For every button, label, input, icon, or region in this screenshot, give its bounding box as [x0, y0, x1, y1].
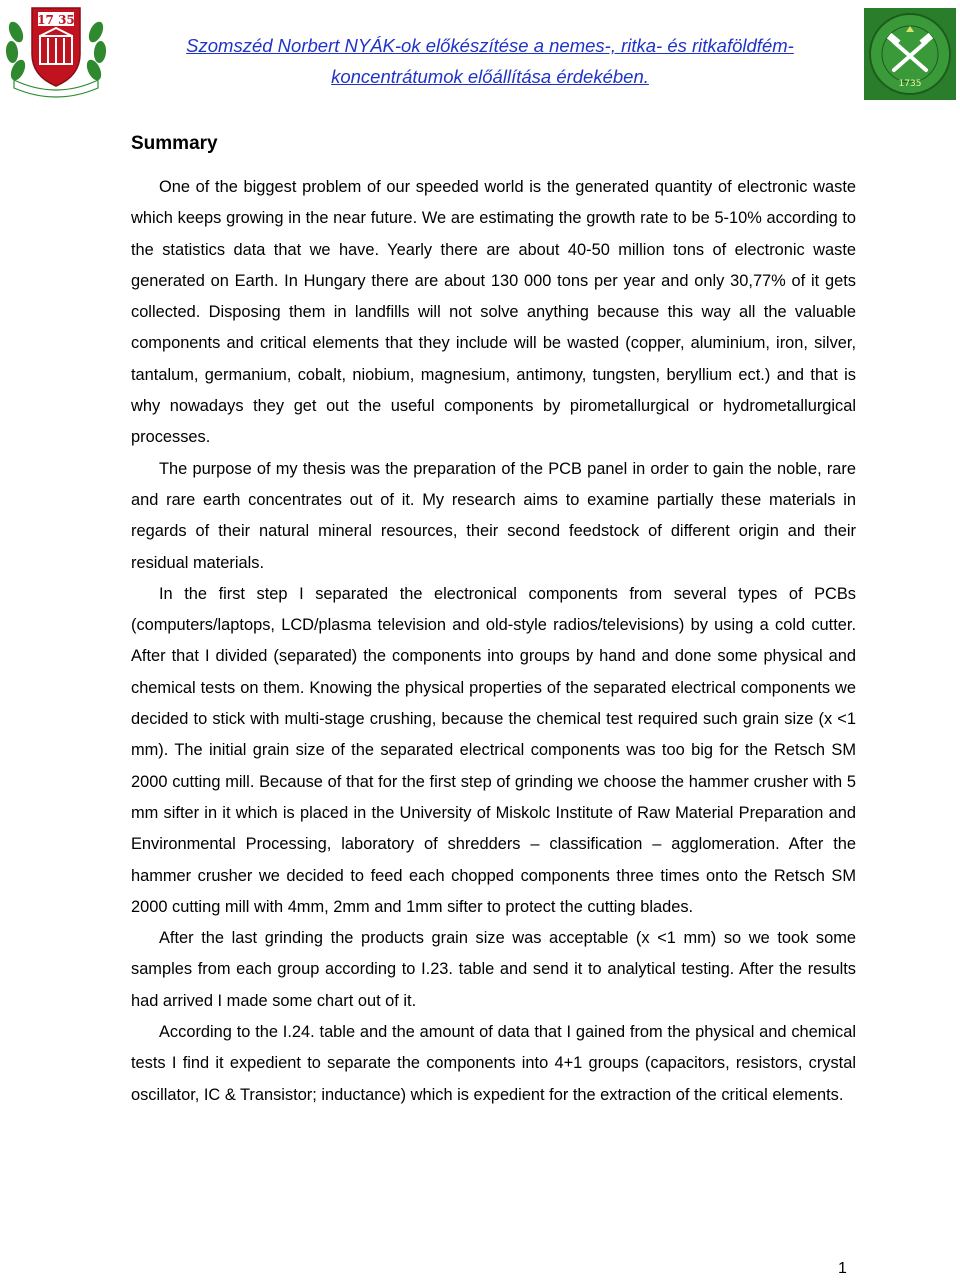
paragraph: One of the biggest problem of our speeded world is the generated quantity of electronic waste which keeps growing in the near future. We are estimating the growth rate to be 5-10% according to the statistics data that we have. Yearly there are about 40-50 million tons of electronic waste generated on Earth. In Hungary there are about 130 000 tons per year and only 30,77% of it gets collected. Disposing them in landfills will not solve anything because this way all the valuable components and critical elements that they include will be wasted (copper, aluminium, iron, silver, tantalum, germanium, cobalt, niobium, magnesium, antimony, tungsten, beryllium ect.) and that is why nowadays they get out the useful components by pirometallurgical or hydrometallurgical processes.	[131, 178, 856, 447]
header-title-line2: koncentrátumok előállítása érdekében.	[331, 66, 649, 87]
paragraph: In the first step I separated the electronical components from several types of PCBs (computers/laptops, LCD/plasma television and old-style radios/televisions) by using a cold cutter. After that I divided (separated) the components into groups by hand and done some physical and chemical tests on them. Knowing the physical properties of the separated electrical components we decided to stick with multi-stage crushing, because the chemical test required such grain size (x <1 mm). The initial grain size of the separated electrical components was too big for the Retsch SM 2000 cutting mill. Because of that for the first step of grinding we choose the hammer crusher with 5 mm sifter in it which is placed in the University of Miskolc Institute of Raw Material Preparation and Environmental Processing, laboratory of shredders – classification – agglomeration. After the hammer crusher we decided to feed each chopped components three times onto the Retsch SM 2000 cutting mill with 4mm, 2mm and 1mm sifter to protect the cutting blades.	[131, 584, 856, 916]
document-body	[131, 128, 856, 1111]
paragraph: The purpose of my thesis was the preparation of the PCB panel in order to gain the noble, rare and rare earth concentrates out of it. My research aims to examine partially these materials in regards of their natural mineral resources, their second feedstock of different origin and their residual materials.	[131, 459, 856, 572]
mining-emblem-icon	[864, 8, 956, 100]
header-title-line1: Szomszéd Norbert NYÁK-ok előkészítése a nemes-, ritka- és ritkaföldfém-	[186, 35, 794, 56]
university-crest-icon	[4, 2, 108, 100]
section-heading: Summary	[131, 133, 218, 154]
paragraph: According to the I.24. table and the amount of data that I gained from the physical and chemical tests I find it expedient to separate the components into 4+1 groups (capacitors, resistors, crystal oscillator, IC & Transistor; inductance) which is expedient for the extraction of the critical elements.	[131, 1023, 856, 1104]
paragraph: After the last grinding the products grain size was acceptable (x <1 mm) so we took some samples from each group according to I.23. table and send it to analytical testing. After the results had arrived I made some chart out of it.	[131, 929, 856, 1010]
header-title	[120, 30, 860, 92]
svg-text:17 35: 17 35	[37, 13, 75, 27]
page-header	[0, 0, 960, 110]
svg-text:1735: 1735	[898, 79, 922, 89]
page-number: 1	[838, 1260, 847, 1277]
